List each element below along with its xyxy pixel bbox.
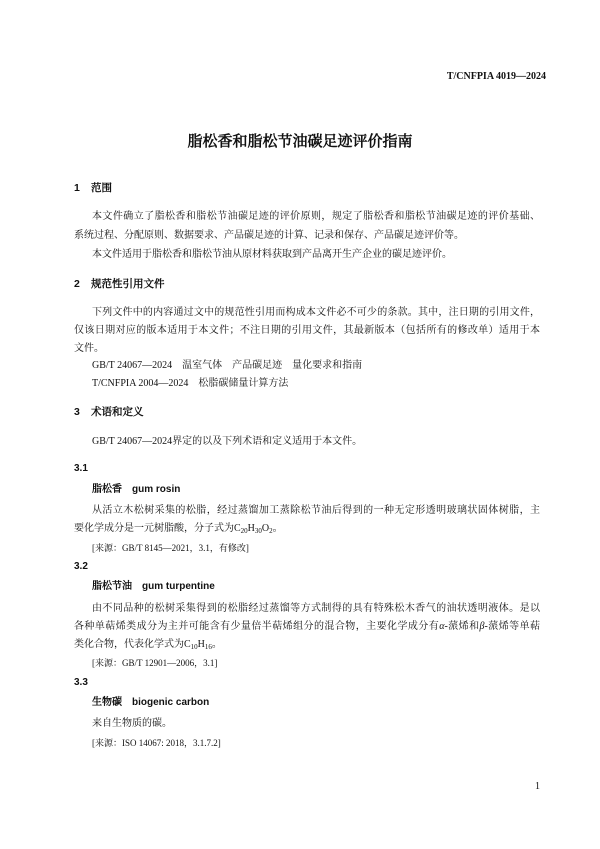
term-entry [92, 696, 209, 710]
definition-line: 由不同品种的松树采集得到的松脂经过蒸馏等方式制得的具有特殊松木香气的油状透明液体。是以 [92, 603, 540, 614]
reference-item: T/CNFPIA 2004—2024 松脂碳储量计算方法 [92, 378, 289, 389]
definition-text: 要化学成分是一元树脂酸，分子式为 [74, 523, 234, 534]
section-number: 1 [74, 182, 80, 194]
term-english: gum turpentine [142, 581, 215, 592]
term-source: [来源：GB/T 8145—2021，3.1，有修改] [92, 543, 249, 553]
term-chinese: 脂松节油 [92, 581, 132, 592]
chemical-formula [184, 639, 212, 650]
term-english: biogenic carbon [132, 697, 210, 708]
term-number: 3.2 [74, 561, 88, 572]
formula-subscript: 16 [204, 643, 212, 651]
reference-item: GB/T 24067—2024 温室气体 产品碳足迹 量化要求和指南 [92, 360, 363, 371]
definition-line [74, 522, 540, 536]
term-chinese: 脂松香 [92, 484, 122, 495]
paragraph-line: 系统过程、分配原则、数据要求、产品碳足迹的计算、记录和保存、产品碳足迹评价等。 [74, 230, 464, 241]
formula-element: C [184, 639, 191, 650]
paragraph-line: 本文件确立了脂松香和脂松节油碳足迹的评价原则，规定了脂松香和脂松节油碳足迹的评价基础、 [92, 211, 540, 222]
term-english: gum rosin [132, 484, 181, 495]
definition-text: -蒎烯和 [444, 621, 480, 632]
term-entry [92, 483, 180, 497]
alpha-symbol: α [439, 621, 445, 632]
section-number: 3 [74, 406, 80, 418]
definition-line: 来自生物质的碳。 [92, 718, 172, 729]
formula-subscript: 20 [240, 527, 248, 535]
definition-line [74, 638, 540, 652]
section-title: 规范性引用文件 [91, 278, 165, 290]
formula-subscript: 2 [269, 527, 273, 535]
definition-text: 类化合物，代表化学式为 [74, 639, 184, 650]
definition-line [74, 620, 540, 634]
formula-element: H [197, 639, 205, 650]
formula-element: H [247, 523, 255, 534]
term-chinese: 生物碳 [92, 697, 122, 708]
section-3-heading [74, 405, 144, 419]
paragraph-line: 仅该日期对应的版本适用于本文件；不注日期的引用文件，其最新版本（包括所有的修改单）适用于本 [74, 325, 540, 336]
section-number: 2 [74, 278, 80, 290]
definition-text: -蒎烯等单萜 [484, 621, 540, 632]
term-number: 3.1 [74, 463, 88, 474]
section-title: 范围 [91, 182, 112, 194]
formula-element: C [234, 523, 241, 534]
section-intro: GB/T 24067—2024界定的以及下列术语和定义适用于本文件。 [92, 436, 363, 447]
definition-text: 。 [272, 523, 283, 534]
term-source: [来源：GB/T 12901—2006，3.1] [92, 658, 218, 668]
definition-text: 各种单萜烯类成分为主并可能含有少量倍半萜烯组分的混合物，主要化学成分有 [74, 621, 440, 632]
formula-element: O [261, 523, 270, 534]
page-number: 1 [535, 781, 540, 792]
term-source: [来源：ISO 14067: 2018，3.1.7.2] [92, 738, 221, 748]
paragraph-line: 文件。 [74, 343, 104, 354]
definition-line: 从活立木松树采集的松脂，经过蒸馏加工蒸除松节油后得到的一种无定形透明玻璃状固体树脂，主 [92, 505, 540, 516]
section-1-heading [74, 181, 112, 195]
definition-text: 。 [211, 639, 222, 650]
standard-number: T/CNFPIA 4019—2024 [446, 71, 546, 82]
beta-symbol: β [479, 621, 485, 632]
section-2-heading [74, 277, 165, 291]
chemical-formula [234, 523, 273, 534]
term-entry [92, 580, 215, 594]
formula-subscript: 30 [254, 527, 262, 535]
paragraph-line: 下列文件中的内容通过文中的规范性引用而构成本文件必不可少的条款。其中，注日期的引用文件， [92, 307, 540, 318]
term-number: 3.3 [74, 677, 88, 688]
paragraph-line: 本文件适用于脂松香和脂松节油从原材料获取到产品离开生产企业的碳足迹评价。 [92, 249, 452, 260]
formula-subscript: 10 [190, 643, 198, 651]
document-title: 脂松香和脂松节油碳足迹评价指南 [187, 133, 413, 150]
section-title: 术语和定义 [91, 406, 144, 418]
